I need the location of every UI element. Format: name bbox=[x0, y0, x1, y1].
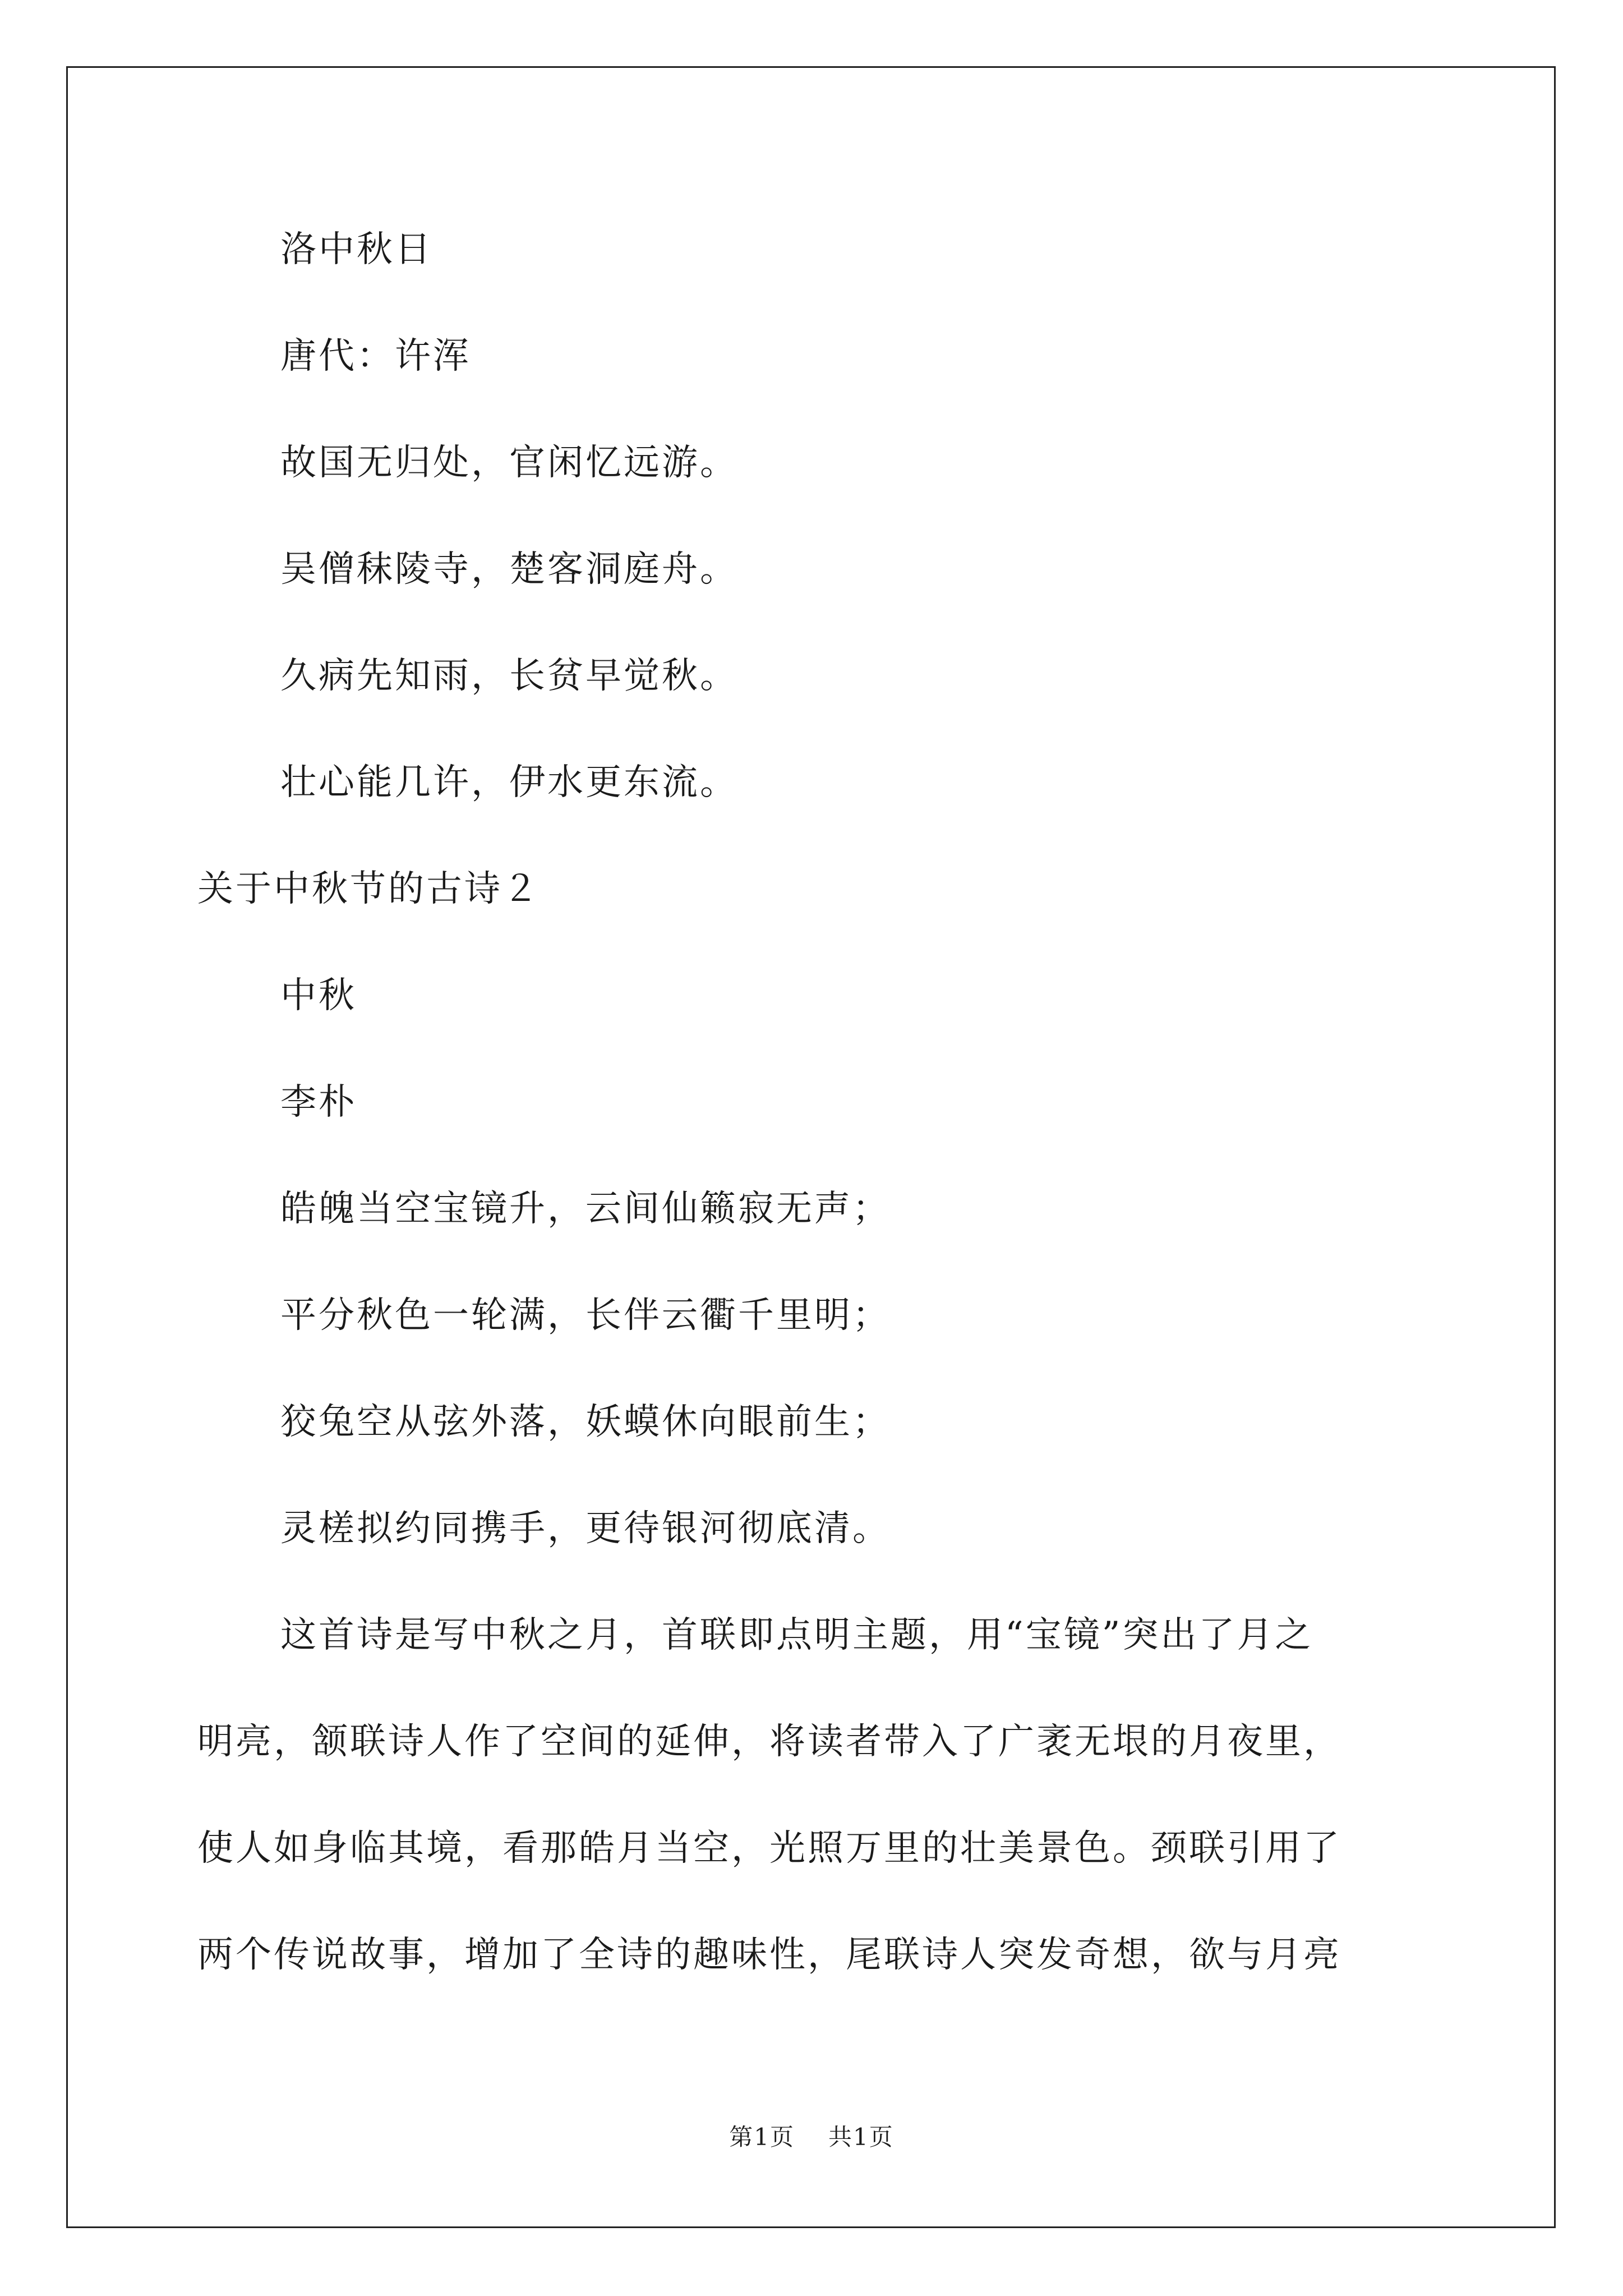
poem1-author: 唐代：许浑 bbox=[280, 335, 471, 377]
commentary-line-1: 这首诗是写中秋之月，首联即点明主题，用“宝镜”突出了月之 bbox=[280, 1614, 1313, 1656]
commentary-line-2: 明亮，颔联诗人作了空间的延伸，将读者带入了广袤无垠的月夜里， bbox=[197, 1721, 1341, 1763]
page-footer bbox=[0, 2120, 1623, 2154]
commentary-line-3: 使人如身临其境，看那皓月当空，光照万里的壮美景色。颈联引用了 bbox=[197, 1828, 1341, 1869]
section-heading: 关于中秋节的古诗２ bbox=[197, 868, 541, 910]
poem2-line-4: 灵槎拟约同携手，更待银河彻底清。 bbox=[280, 1508, 891, 1549]
page-total: 共1页 bbox=[828, 2123, 894, 2151]
poem2-line-1: 皓魄当空宝镜升，云间仙籁寂无声； bbox=[280, 1188, 891, 1230]
poem2-line-2: 平分秋色一轮满，长伴云衢千里明； bbox=[280, 1295, 891, 1336]
poem2-title: 中秋 bbox=[280, 975, 357, 1016]
poem1-line-4: 壮心能几许，伊水更东流。 bbox=[280, 762, 738, 803]
poem2-author: 李朴 bbox=[280, 1082, 357, 1123]
poem1-line-2: 吴僧秣陵寺，楚客洞庭舟。 bbox=[280, 549, 738, 590]
commentary-line-4: 两个传说故事，增加了全诗的趣味性，尾联诗人突发奇想，欲与月亮 bbox=[197, 1934, 1341, 1976]
poem1-line-3: 久病先知雨，长贫早觉秋。 bbox=[280, 655, 738, 697]
poem2-line-3: 狡兔空从弦外落，妖蟆休向眼前生； bbox=[280, 1401, 891, 1443]
page-border bbox=[66, 66, 1556, 2228]
poem1-title: 洛中秋日 bbox=[280, 229, 433, 270]
page-number: 第1页 bbox=[729, 2123, 795, 2151]
poem1-line-1: 故国无归处，官闲忆远游。 bbox=[280, 442, 738, 484]
